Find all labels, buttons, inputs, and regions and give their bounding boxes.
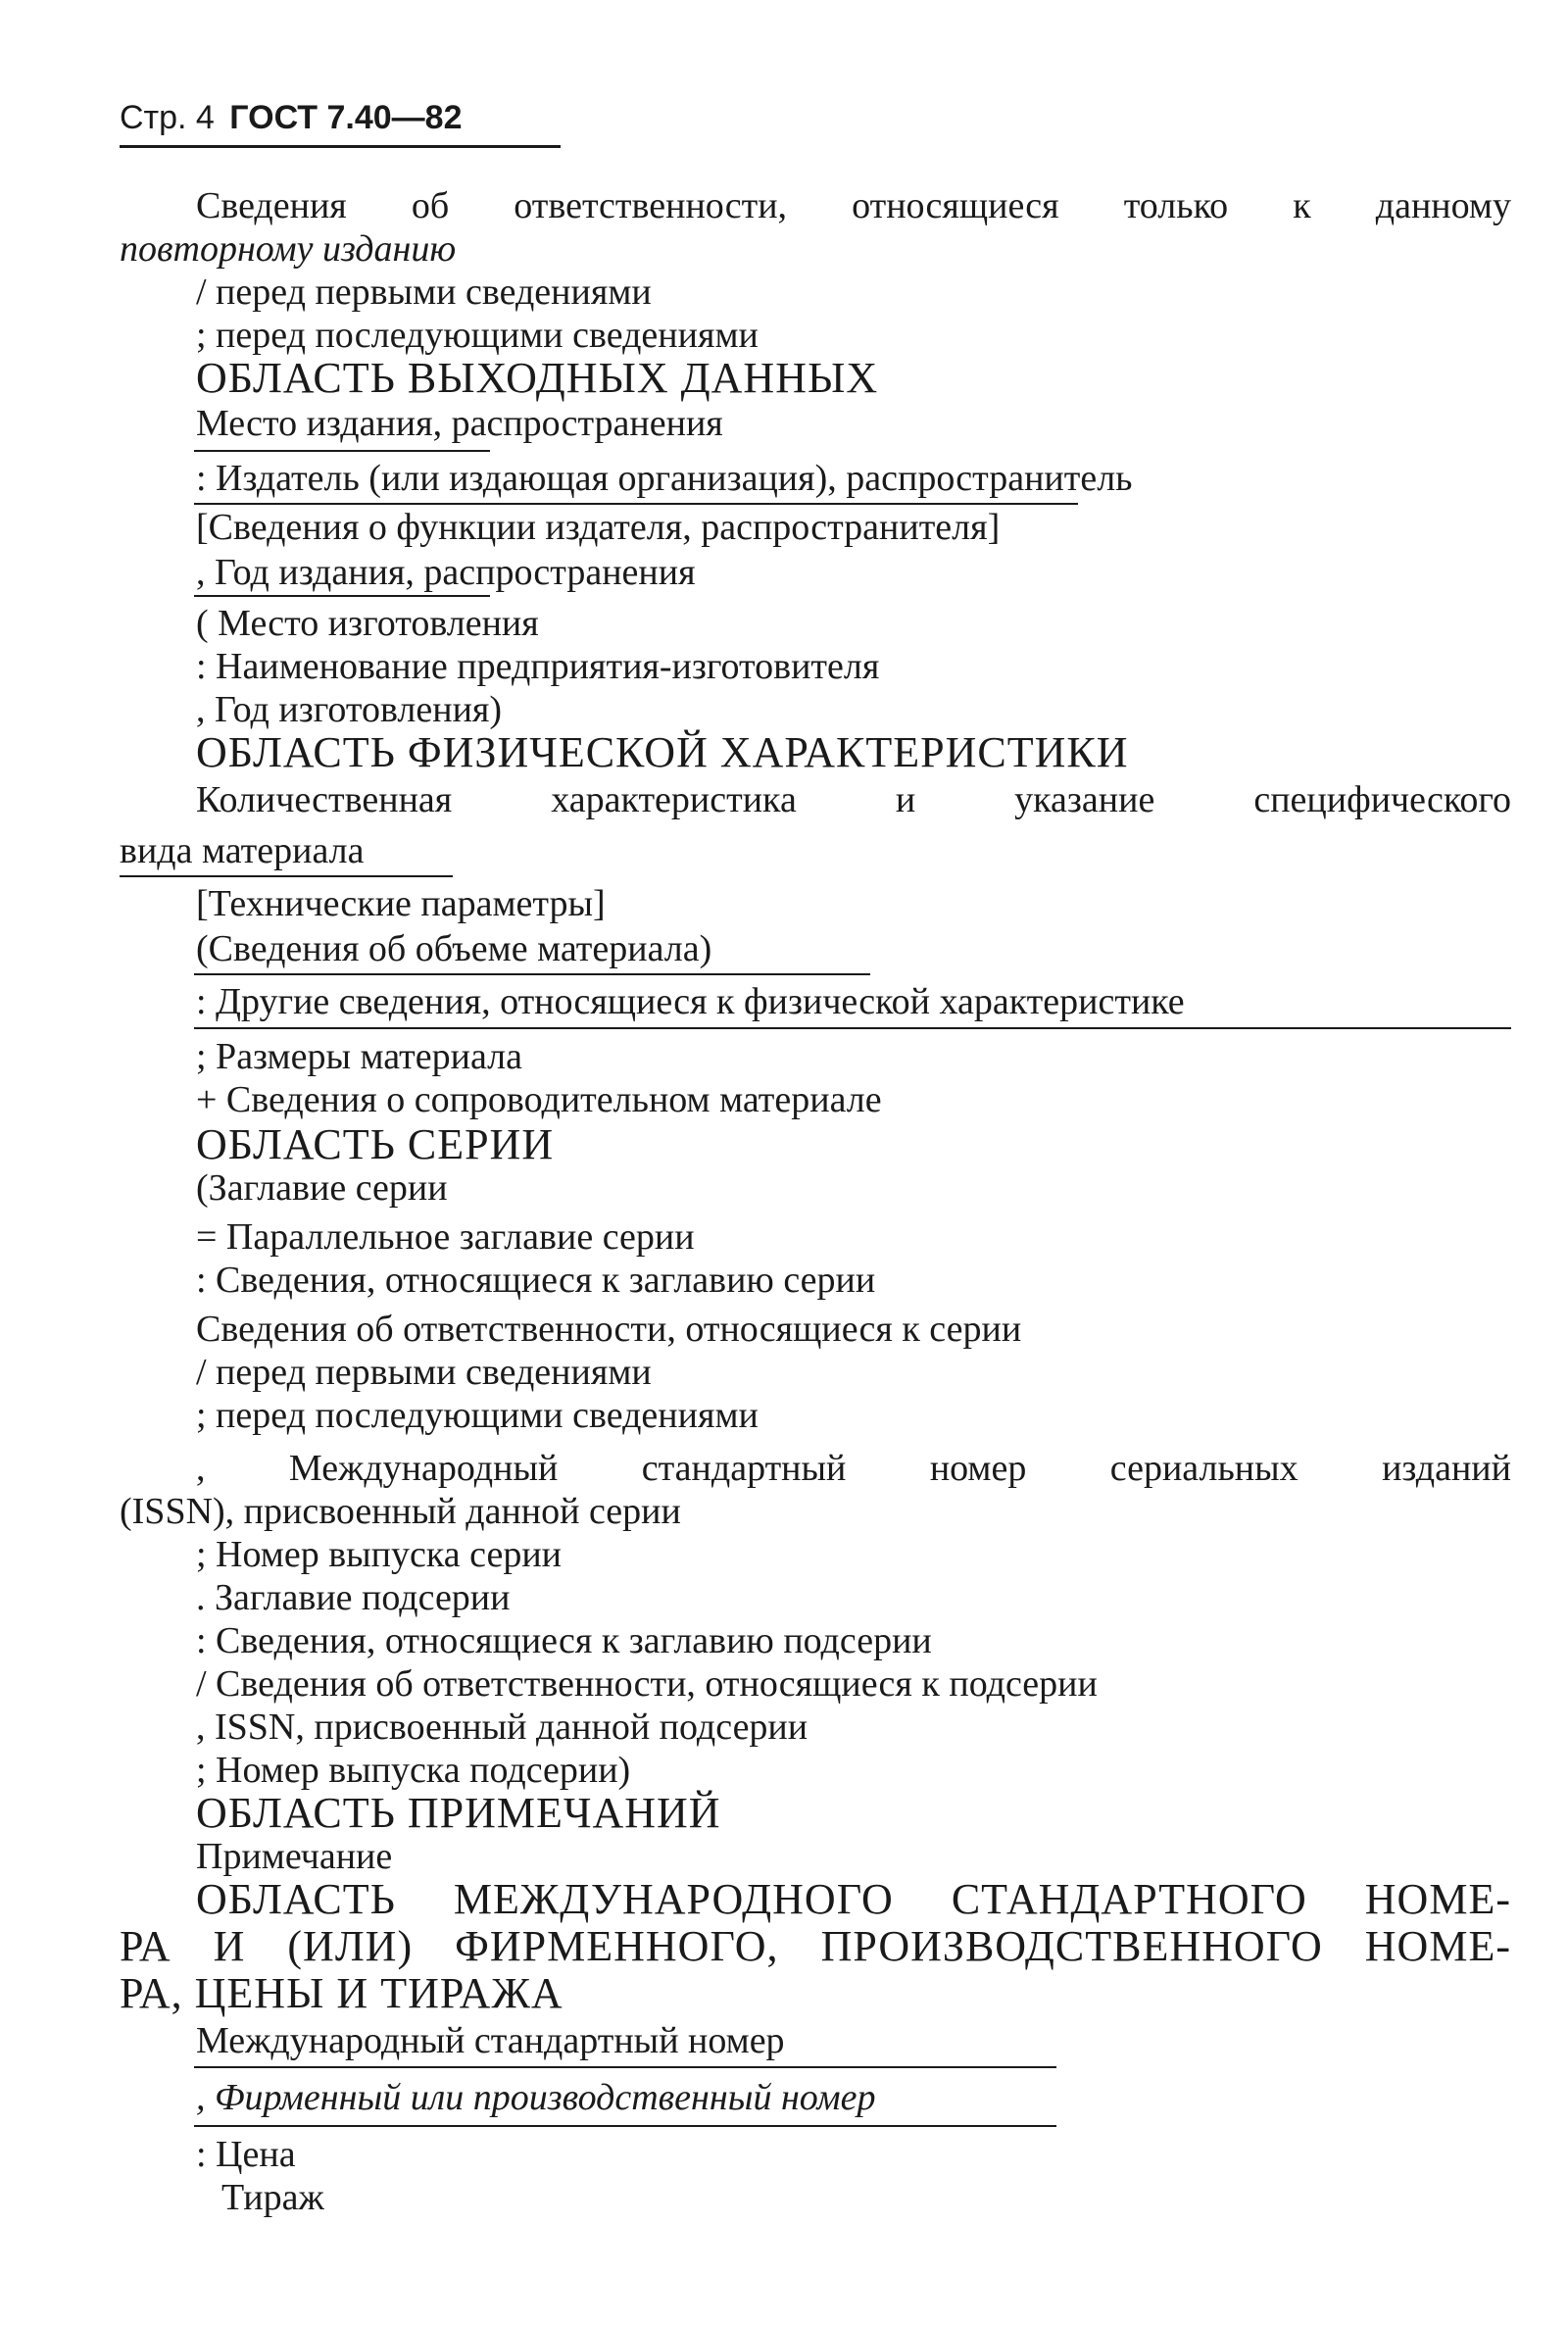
word: и: [895, 779, 916, 820]
word: данному: [1375, 185, 1511, 226]
word: номер: [929, 1448, 1027, 1489]
text-line: Примечание: [196, 1836, 393, 1877]
text-line: : Сведения, относящиеся к заглавию серии: [196, 1260, 876, 1301]
text-line: . Заглавие подсерии: [196, 1577, 511, 1618]
text-line: : Цена: [196, 2134, 296, 2175]
underline: [120, 875, 453, 877]
text-line: (Сведения об объеме материала): [196, 928, 712, 969]
word: сериальных: [1109, 1448, 1298, 1489]
word: ,: [196, 1448, 206, 1489]
text-line: ; перед последующими сведениями: [196, 315, 759, 356]
underline: [194, 595, 490, 597]
word: к: [1293, 185, 1311, 226]
text-line: ( Место изготовления: [196, 603, 539, 644]
section-heading: ОБЛАСТЬ ВЫХОДНЫХ ДАННЫХ: [196, 354, 879, 402]
word: характеристика: [551, 779, 797, 820]
text-line: + Сведения о сопроводительном материале: [196, 1079, 882, 1120]
text-line: Международный стандартный номер: [196, 2020, 785, 2061]
standard-code: ГОСТ 7.40—82: [229, 99, 463, 136]
text-line: : Другие сведения, относящиеся к физической характеристике: [196, 981, 1185, 1022]
word: Сведения: [196, 185, 347, 226]
text-line: = Параллельное заглавие серии: [196, 1216, 695, 1258]
section-heading: ОБЛАСТЬ СЕРИИ: [196, 1120, 555, 1168]
section-heading: ОБЛАСТЬ ФИЗИЧЕСКОЙ ХАРАКТЕРИСТИКИ: [196, 728, 1129, 776]
text-line: ; Размеры материала: [196, 1036, 522, 1077]
text-line: ; Номер выпуска подсерии): [196, 1750, 631, 1791]
section-heading: РА, ЦЕНЫ И ТИРАЖА: [120, 1969, 564, 2017]
word: ОБЛАСТЬ: [196, 1875, 396, 1923]
section-heading: [120, 1923, 1511, 1970]
underline: [194, 2125, 1056, 2127]
text-line: повторному изданию: [120, 228, 457, 270]
section-heading: ОБЛАСТЬ ПРИМЕЧАНИЙ: [196, 1789, 721, 1837]
text-line: (ISSN), присвоенный данной серии: [120, 1491, 681, 1532]
word: изданий: [1382, 1448, 1511, 1489]
word: ответственности,: [514, 185, 788, 226]
underline: [194, 973, 870, 975]
page-number: Стр. 4: [120, 99, 215, 136]
text-line: , Год издания, распространения: [196, 552, 696, 593]
word: СТАНДАРТНОГО: [951, 1875, 1307, 1923]
text-line: / Сведения об ответственности, относящиеся к подсерии: [196, 1663, 1098, 1705]
word: (ИЛИ): [287, 1922, 414, 1970]
text-line: вида материала: [120, 830, 365, 871]
underline: [194, 2066, 1056, 2068]
text-line: Место издания, распространения: [196, 403, 723, 444]
word: ПРОИЗВОДСТВЕННОГО: [820, 1922, 1323, 1970]
word: МЕЖДУНАРОДНОГО: [453, 1875, 894, 1923]
text-line: , Год изготовления): [196, 689, 503, 730]
text-line: / перед первыми сведениями: [196, 1352, 652, 1393]
word: об: [411, 185, 450, 226]
word: ФИРМЕННОГО,: [455, 1922, 779, 1970]
text-line: , Фирменный или производственный номер: [196, 2077, 876, 2118]
text-line: , ISSN, присвоенный данной подсерии: [196, 1707, 808, 1748]
text-line: (Заглавие серии: [196, 1167, 448, 1209]
section-heading: [196, 1876, 1511, 1923]
word: И: [213, 1922, 246, 1970]
word: НОМЕ-: [1364, 1875, 1511, 1923]
text-line: [196, 184, 1511, 227]
word: только: [1123, 185, 1229, 226]
word: специфического: [1253, 779, 1511, 820]
text-line: / перед первыми сведениями: [196, 272, 652, 313]
text-line: [196, 1447, 1511, 1490]
text-line: Тираж: [221, 2177, 324, 2218]
text-line: ; Номер выпуска серии: [196, 1534, 562, 1575]
text-line: [196, 778, 1511, 821]
text-line: : Издатель (или издающая организация), распространитель: [196, 458, 1133, 499]
word: стандартный: [641, 1448, 847, 1489]
text-line: Сведения об ответственности, относящиеся к серии: [196, 1309, 1022, 1350]
word: НОМЕ-: [1364, 1922, 1511, 1970]
word: указание: [1014, 779, 1155, 820]
text-line: ; перед последующими сведениями: [196, 1395, 759, 1436]
word: Количественная: [196, 779, 453, 820]
text-line: [Технические параметры]: [196, 883, 606, 924]
underline: [194, 450, 490, 452]
word: относящиеся: [852, 185, 1059, 226]
word: Международный: [288, 1448, 559, 1489]
text-line: : Сведения, относящиеся к заглавию подсерии: [196, 1620, 932, 1661]
word: РА: [120, 1922, 172, 1970]
text-line: [Сведения о функции издателя, распространителя]: [196, 507, 1001, 548]
text-line: : Наименование предприятия-изготовителя: [196, 646, 880, 687]
underline: [194, 503, 1078, 505]
underline: [194, 1027, 1511, 1029]
